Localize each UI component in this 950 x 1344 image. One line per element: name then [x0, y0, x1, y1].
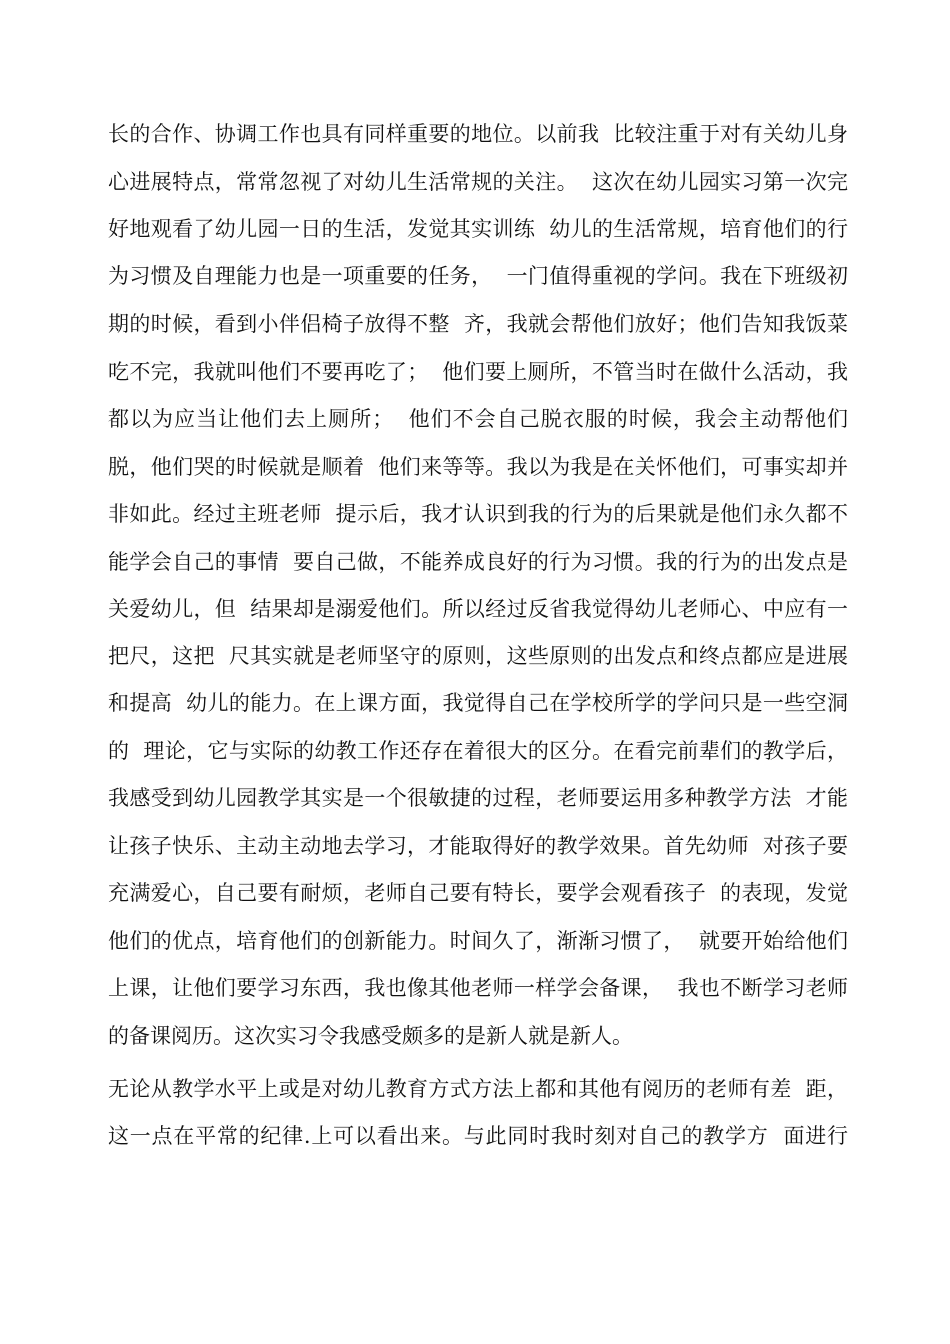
text-line: 长的合作、协调工作也具有同样重要的地位。以前我 比较注重于对有关幼儿身 — [108, 122, 848, 146]
text-line: 心进展特点，常常忽视了对幼儿生活常规的关注。 这次在幼儿园实习第一次完 — [108, 170, 848, 194]
text-line: 把尺，这把 尺其实就是老师坚守的原则，这些原则的出发点和终点都应是进展 — [108, 644, 848, 668]
text-line: 期的时候，看到小伴侣椅子放得不整 齐，我就会帮他们放好；他们告知我饭菜 — [108, 312, 848, 336]
text-line: 吃不完，我就叫他们不要再吃了； 他们要上厕所，不管当时在做什么活动，我 — [108, 360, 848, 384]
text-line: 和提高 幼儿的能力。在上课方面，我觉得自己在学校所学的学问只是一些空洞 — [108, 691, 848, 715]
text-line: 为习惯及自理能力也是一项重要的任务， 一门值得重视的学问。我在下班级初 — [108, 264, 848, 288]
text-line: 能学会自己的事情 要自己做，不能养成良好的行为习惯。我的行为的出发点是 — [108, 550, 848, 574]
text-line: 的备课阅历。这次实习令我感受颇多的是新人就是新人。 — [108, 1024, 633, 1048]
text-line: 上课，让他们要学习东西，我也像其他老师一样学会备课， 我也不断学习老师 — [108, 976, 848, 1000]
text-line: 充满爱心，自己要有耐烦，老师自己要有特长，要学会观看孩子 的表现，发觉 — [108, 881, 848, 905]
text-line: 我感受到幼儿园教学其实是一个很敏捷的过程，老师要运用多种教学方法 才能 — [108, 786, 848, 810]
text-line: 无论从教学水平上或是对幼儿教育方式方法上都和其他有阅历的老师有差 距， — [108, 1077, 848, 1101]
text-line: 让孩子快乐、主动主动地去学习，才能取得好的教学效果。首先幼师 对孩子要 — [108, 834, 848, 858]
text-line: 的 理论，它与实际的幼教工作还存在着很大的区分。在看完前辈们的教学后， — [108, 739, 848, 763]
text-line: 脱，他们哭的时候就是顺着 他们来等等。我以为我是在关怀他们，可事实却并 — [108, 455, 848, 479]
text-line: 都以为应当让他们去上厕所； 他们不会自己脱衣服的时候，我会主动帮他们 — [108, 407, 848, 431]
text-line: 非如此。经过主班老师 提示后，我才认识到我的行为的后果就是他们永久都不 — [108, 502, 848, 526]
text-line: 他们的优点，培育他们的创新能力。时间久了，渐渐习惯了， 就要开始给他们 — [108, 929, 848, 953]
text-line: 好地观看了幼儿园一日的生活，发觉其实训练 幼儿的生活常规，培育他们的行 — [108, 217, 848, 241]
text-line: 关爱幼儿，但 结果却是溺爱他们。所以经过反省我觉得幼儿老师心、中应有一 — [108, 597, 848, 621]
text-line: 这一点在平常的纪律.上可以看出来。与此同时我时刻对自己的教学方 面进行 — [108, 1124, 848, 1148]
